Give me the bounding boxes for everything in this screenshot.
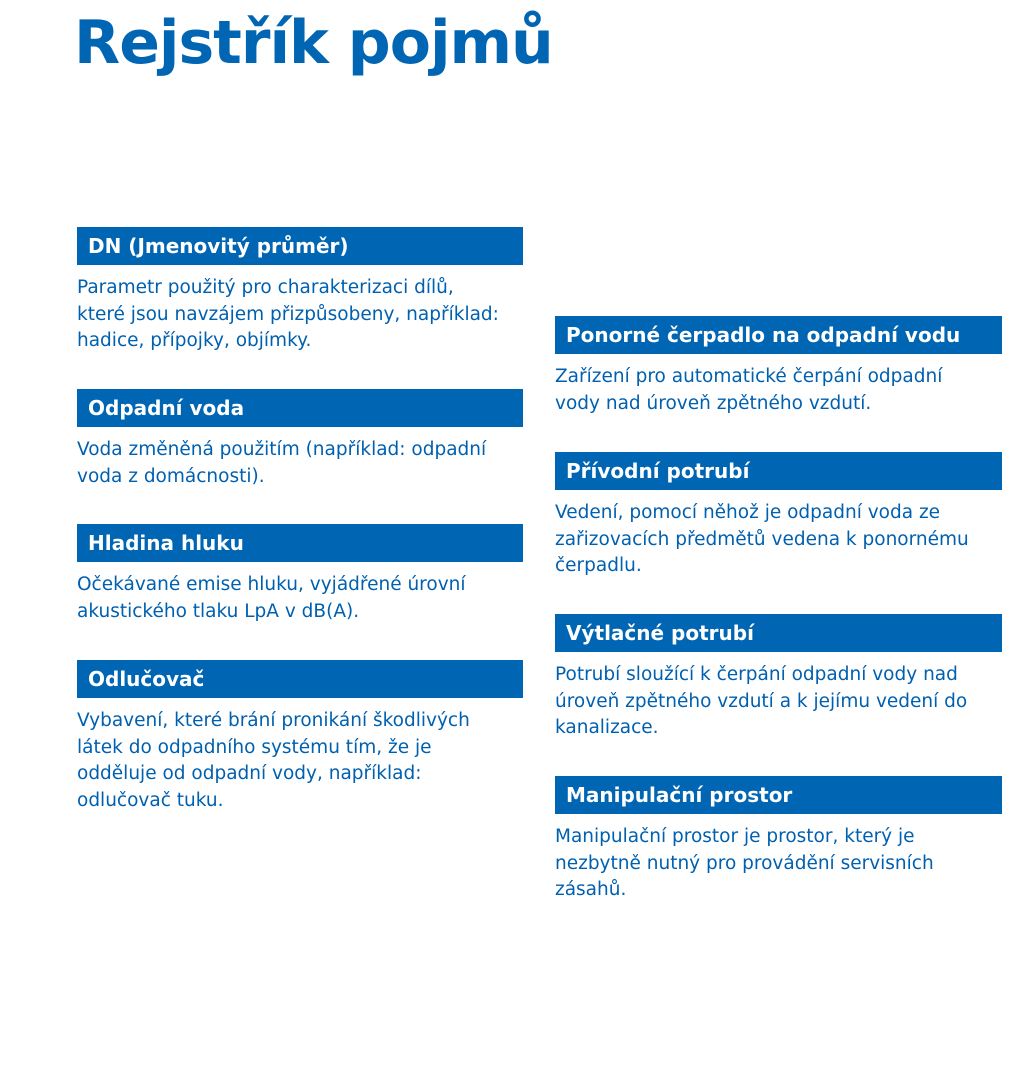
glossary-definition: Voda změněná použitím (například: odpadní voda z domácnosti). [77, 439, 487, 487]
glossary-term-header: Přívodní potrubí [555, 452, 1002, 490]
glossary-entry-hladina-hluku [77, 524, 523, 625]
glossary-definition: Zařízení pro automatické čerpání odpadní vody nad úroveň zpětného vzdutí. [555, 366, 943, 414]
page-title: Rejstřík pojmů [74, 8, 553, 78]
glossary-entry-dn [77, 227, 523, 355]
glossary-term-header: Ponorné čerpadlo na odpadní vodu [555, 316, 1002, 354]
glossary-term-header: DN (Jmenovitý průměr) [77, 227, 523, 265]
glossary-entry-odlucovac [77, 660, 523, 814]
glossary-definition: Očekávané emise hluku, vyjádřené úrovní akustického tlaku LpA v dB(A). [77, 574, 466, 622]
glossary-definition: Vybavení, které brání pronikání škodlivých látek do odpadního systému tím, že je odděluje od odpadní vody, například: odlučovač tuku. [77, 710, 470, 811]
glossary-term-header: Odlučovač [77, 660, 523, 698]
glossary-term-header: Odpadní voda [77, 389, 523, 427]
glossary-entry-manipulacni-prostor [555, 776, 1002, 904]
glossary-entry-privodni-potrubi [555, 452, 1002, 580]
glossary-entry-ponorne-cerpadlo [555, 316, 1002, 417]
glossary-term-header: Manipulační prostor [555, 776, 1002, 814]
glossary-definition: Potrubí sloužící k čerpání odpadní vody nad úroveň zpětného vzdutí a k jejímu vedení do kanalizace. [555, 664, 968, 738]
glossary-entry-vytlacne-potrubi [555, 614, 1002, 742]
glossary-definition: Vedení, pomocí něhož je odpadní voda ze zařizovacích předmětů vedena k ponornému čerpadlu. [555, 502, 969, 576]
glossary-definition: Manipulační prostor je prostor, který je nezbytně nutný pro provádění servisních zásahů. [555, 826, 934, 900]
glossary-term-header: Výtlačné potrubí [555, 614, 1002, 652]
glossary-term-header: Hladina hluku [77, 524, 523, 562]
glossary-definition: Parametr použitý pro charakterizaci dílů, které jsou navzájem přizpůsobeny, například: hadice, přípojky, objímky. [77, 277, 499, 351]
glossary-entry-odpadni-voda [77, 389, 523, 490]
